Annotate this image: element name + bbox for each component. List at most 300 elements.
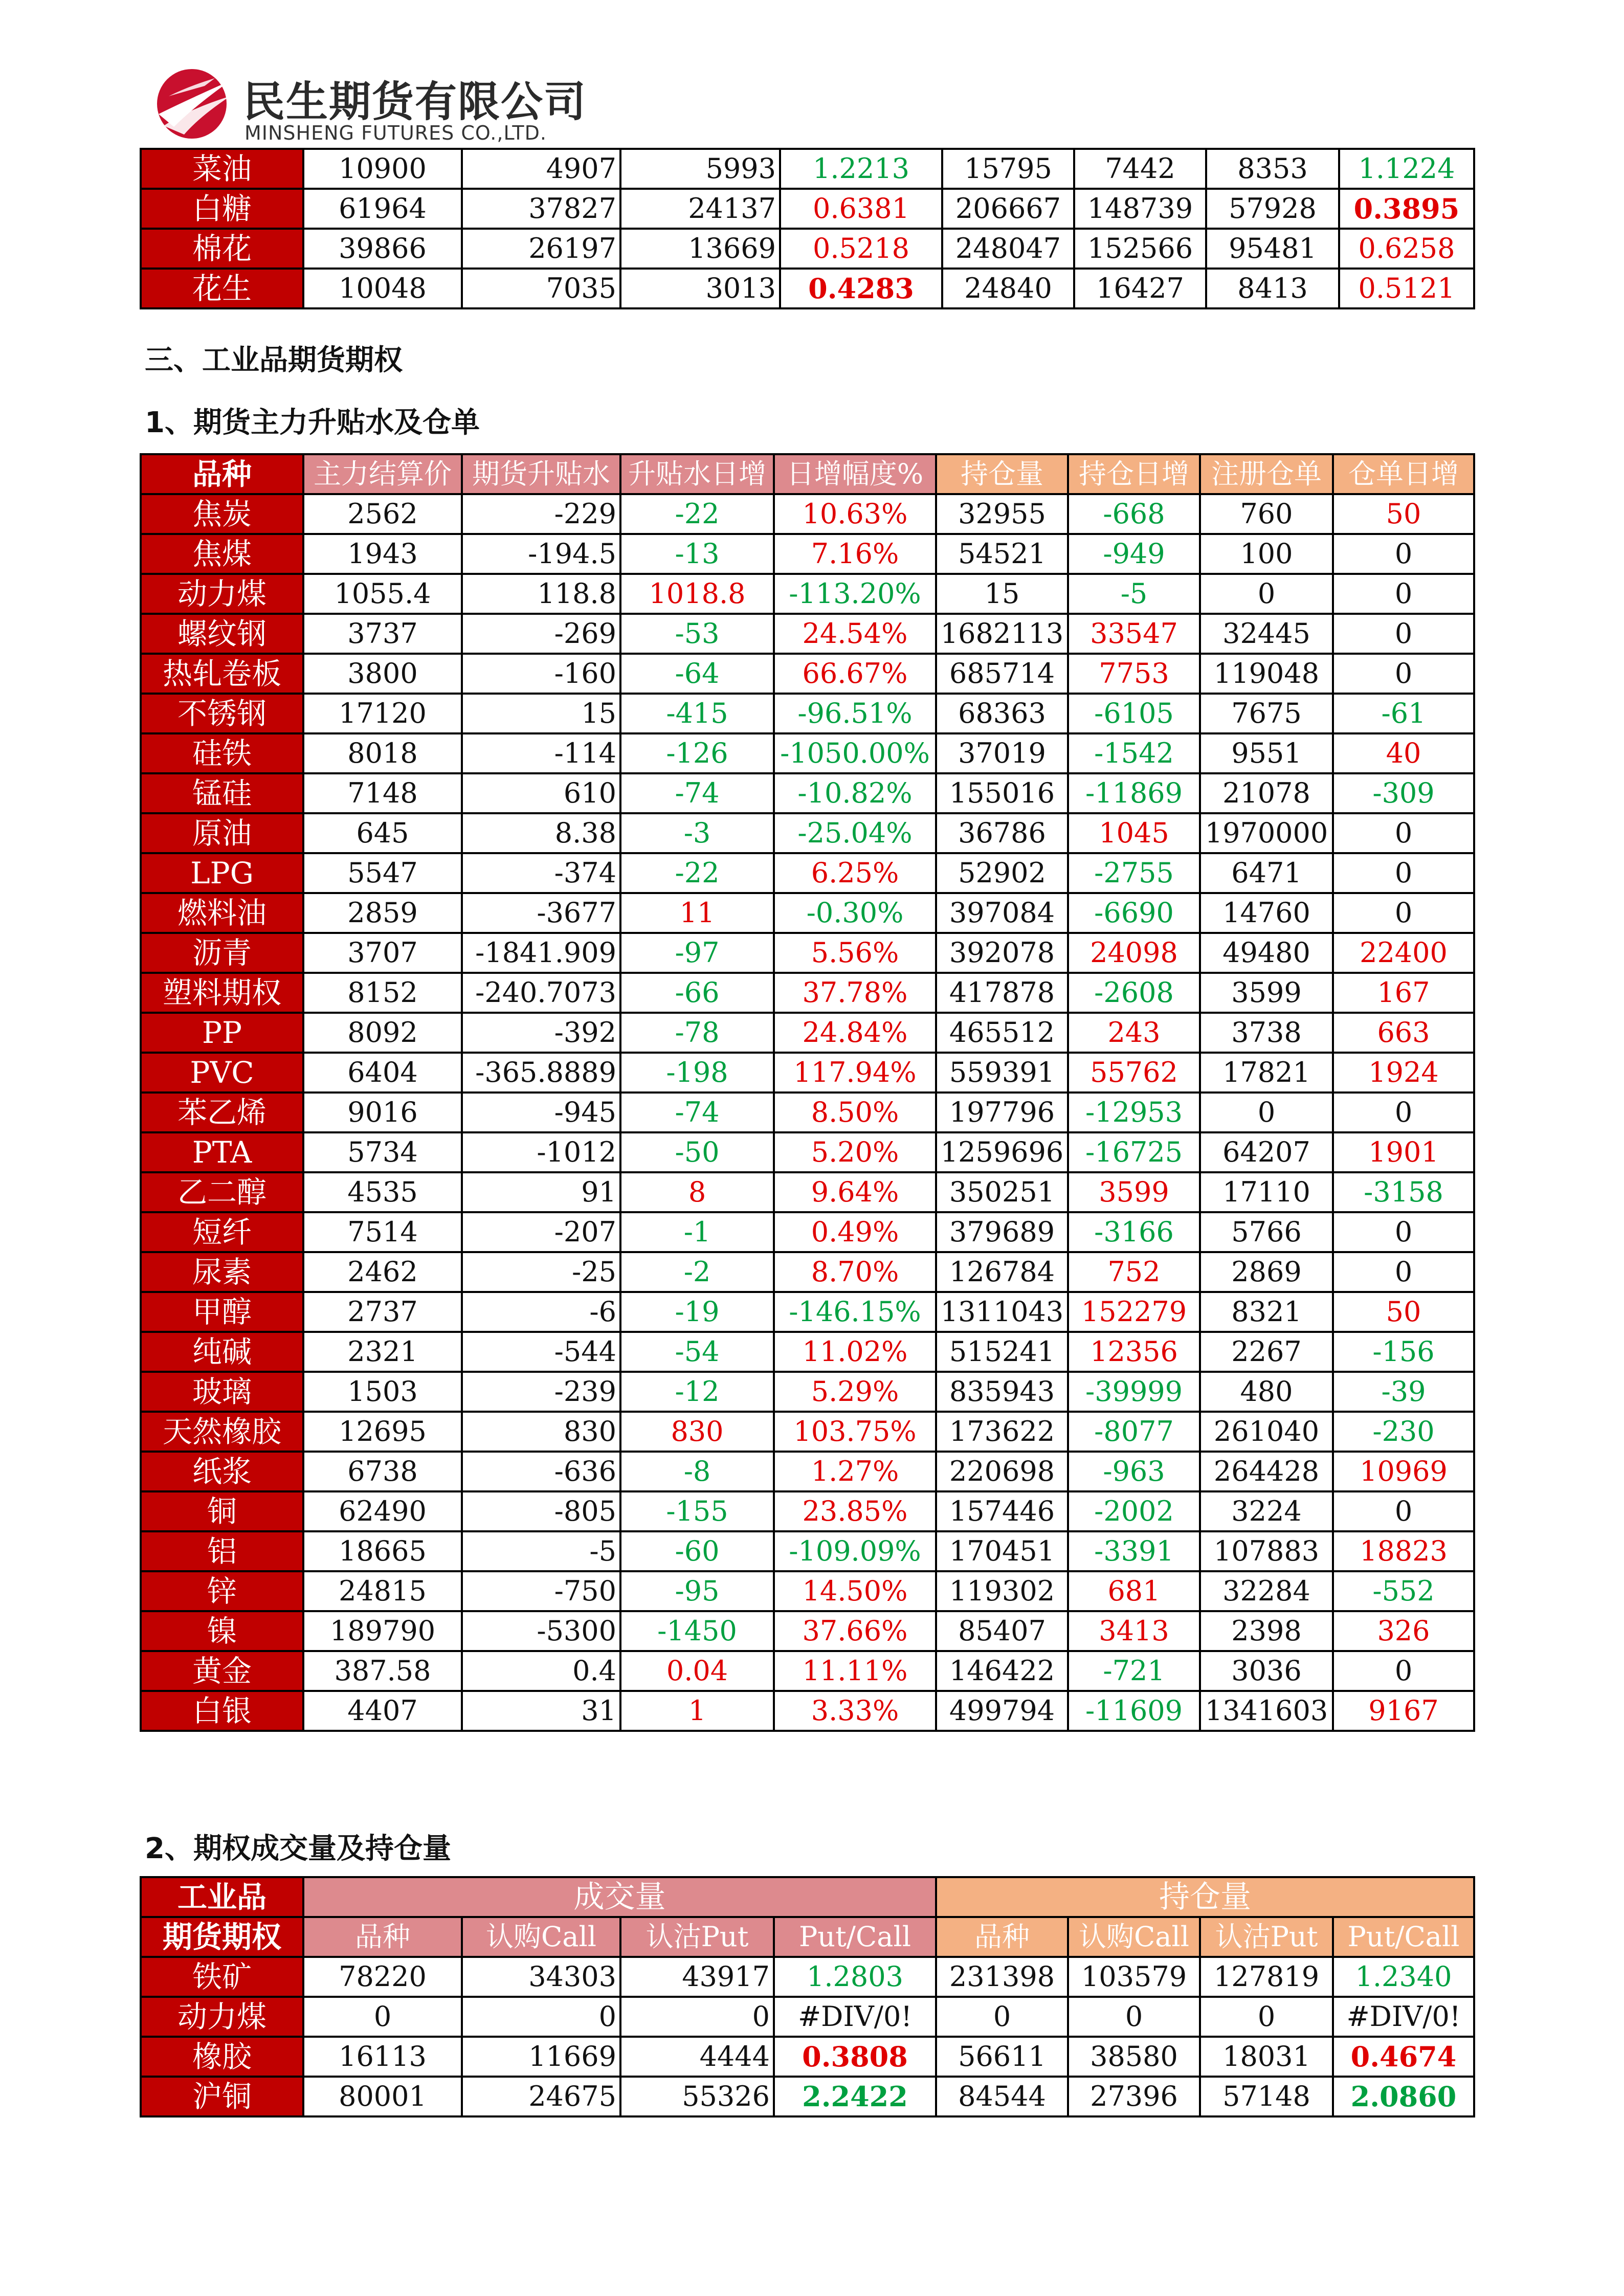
- cell-oi-put: 18031: [1200, 2037, 1333, 2077]
- cell-volume-ratio: #DIV/0!: [774, 1997, 936, 2037]
- table-row: [141, 614, 1474, 654]
- cell-warrant: 0: [1200, 1093, 1333, 1132]
- column-header: 品种: [141, 454, 303, 494]
- row-name: 镍: [141, 1611, 303, 1651]
- cell-warrant: 9551: [1200, 733, 1333, 773]
- row-name: 纸浆: [141, 1452, 303, 1491]
- table-row: [141, 1332, 1474, 1372]
- cell-pct: 7.16%: [774, 534, 936, 574]
- cell-basis: 31: [462, 1691, 620, 1731]
- cell-basis: 118.8: [462, 574, 620, 614]
- cell-volume-call: 34303: [462, 1957, 620, 1997]
- table-row: [141, 534, 1474, 574]
- cell-pct: -146.15%: [774, 1292, 936, 1332]
- column-header: 持仓量: [936, 454, 1068, 494]
- cell-warrant-change: -3158: [1333, 1172, 1474, 1212]
- cell-oi-change: 681: [1068, 1571, 1200, 1611]
- cell-ratio: 0.6381: [780, 189, 942, 229]
- cell-open-interest: 685714: [936, 654, 1068, 694]
- cell-oi-ratio: #DIV/0!: [1333, 1997, 1474, 2037]
- cell-oi-change: -3166: [1068, 1212, 1200, 1252]
- row-name: 橡胶: [141, 2037, 303, 2077]
- row-name: 天然橡胶: [141, 1412, 303, 1452]
- cell-basis-change: -74: [620, 773, 774, 813]
- cell-oi-change: 24098: [1068, 933, 1200, 973]
- cell-pct: 103.75%: [774, 1412, 936, 1452]
- cell-open-interest: 379689: [936, 1212, 1068, 1252]
- cell-basis: -240.7073: [462, 973, 620, 1013]
- cell-value: 5993: [620, 149, 780, 189]
- corner-line2: 期货期权: [141, 1917, 303, 1957]
- cell-basis: -239: [462, 1372, 620, 1412]
- cell-pct: 37.78%: [774, 973, 936, 1013]
- cell-basis-change: -22: [620, 494, 774, 534]
- cell-basis-change: -54: [620, 1332, 774, 1372]
- cell-value: 57928: [1206, 189, 1339, 229]
- cell-oi-change: 12356: [1068, 1332, 1200, 1372]
- cell-pct: 0.49%: [774, 1212, 936, 1252]
- cell-basis: -194.5: [462, 534, 620, 574]
- cell-basis: -636: [462, 1452, 620, 1491]
- cell-warrant-change: 0: [1333, 1252, 1474, 1292]
- cell-basis-change: -155: [620, 1491, 774, 1531]
- cell-warrant: 2267: [1200, 1332, 1333, 1372]
- cell-open-interest: 350251: [936, 1172, 1068, 1212]
- table-row: [141, 813, 1474, 853]
- column-header: 注册仓单: [1200, 454, 1333, 494]
- cell-warrant-change: 0: [1333, 574, 1474, 614]
- table-row: [141, 1651, 1474, 1691]
- cell-price: 5547: [303, 853, 462, 893]
- cell-oi-change: 152279: [1068, 1292, 1200, 1332]
- row-name: PP: [141, 1013, 303, 1053]
- cell-open-interest: 559391: [936, 1053, 1068, 1093]
- cell-basis: -750: [462, 1571, 620, 1611]
- cell-oi-change: -721: [1068, 1651, 1200, 1691]
- cell-warrant-change: 0: [1333, 1651, 1474, 1691]
- cell-basis: -365.8889: [462, 1053, 620, 1093]
- cell-warrant: 100: [1200, 534, 1333, 574]
- cell-basis-change: -415: [620, 694, 774, 733]
- cell-price: 4407: [303, 1691, 462, 1731]
- cell-basis-change: 0.04: [620, 1651, 774, 1691]
- cell-warrant-change: 22400: [1333, 933, 1474, 973]
- logo-brand-en: MINSHENG FUTURES CO.,LTD.: [244, 122, 547, 144]
- corner-line1: 工业品: [141, 1877, 303, 1917]
- cell-basis-change: -1450: [620, 1611, 774, 1651]
- cell-open-interest: 417878: [936, 973, 1068, 1013]
- row-name: 焦煤: [141, 534, 303, 574]
- cell-value: 148739: [1074, 189, 1206, 229]
- cell-price: 3800: [303, 654, 462, 694]
- cell-basis-change: 11: [620, 893, 774, 933]
- row-name: 原油: [141, 813, 303, 853]
- group-volume: 成交量: [303, 1877, 936, 1917]
- cell-warrant: 2869: [1200, 1252, 1333, 1292]
- cell-oi-call: 103579: [1068, 1957, 1200, 1997]
- cell-oi-change: 1045: [1068, 813, 1200, 853]
- cell-price: 1503: [303, 1372, 462, 1412]
- cell-oi-change: -8077: [1068, 1412, 1200, 1452]
- cell-price: 8152: [303, 973, 462, 1013]
- cell-warrant-change: 1901: [1333, 1132, 1474, 1172]
- row-name: 锰硅: [141, 773, 303, 813]
- cell-warrant-change: 663: [1333, 1013, 1474, 1053]
- cell-basis-change: -1: [620, 1212, 774, 1252]
- cell-value: 152566: [1074, 229, 1206, 269]
- cell-pct: 14.50%: [774, 1571, 936, 1611]
- row-name: 甲醇: [141, 1292, 303, 1332]
- cell-price: 5734: [303, 1132, 462, 1172]
- table-row: [141, 1053, 1474, 1093]
- cell-basis: -544: [462, 1332, 620, 1372]
- cell-warrant: 3599: [1200, 973, 1333, 1013]
- table-row: [141, 654, 1474, 694]
- cell-basis-change: -22: [620, 853, 774, 893]
- cell-open-interest: 1259696: [936, 1132, 1068, 1172]
- cell-pct: 8.70%: [774, 1252, 936, 1292]
- cell-oi-total: 0: [936, 1997, 1068, 2037]
- cell-basis-change: -2: [620, 1252, 774, 1292]
- cell-basis-change: -8: [620, 1452, 774, 1491]
- cell-pct: 11.02%: [774, 1332, 936, 1372]
- cell-oi-ratio: 2.0860: [1333, 2077, 1474, 2116]
- cell-open-interest: 170451: [936, 1531, 1068, 1571]
- table-row: [141, 733, 1474, 773]
- row-name: 短纤: [141, 1212, 303, 1252]
- cell-price: 6738: [303, 1452, 462, 1491]
- cell-ratio: 0.4283: [780, 269, 942, 308]
- cell-basis: -207: [462, 1212, 620, 1252]
- row-name: 白糖: [141, 189, 303, 229]
- logo-brand-cn: 民生期货有限公司: [243, 78, 587, 126]
- cell-price: 17120: [303, 694, 462, 733]
- cell-pct: -10.82%: [774, 773, 936, 813]
- cell-open-interest: 68363: [936, 694, 1068, 733]
- cell-basis: -6: [462, 1292, 620, 1332]
- cell-open-interest: 36786: [936, 813, 1068, 853]
- table-row: [141, 2037, 1474, 2077]
- cell-value: 24840: [942, 269, 1074, 308]
- cell-warrant: 5766: [1200, 1212, 1333, 1252]
- cell-pct: 37.66%: [774, 1611, 936, 1651]
- column-header: 认沽Put: [1200, 1917, 1333, 1957]
- cell-open-interest: 15: [936, 574, 1068, 614]
- cell-open-interest: 85407: [936, 1611, 1068, 1651]
- cell-warrant: 3224: [1200, 1491, 1333, 1531]
- cell-oi-change: 7753: [1068, 654, 1200, 694]
- cell-volume-ratio: 0.3808: [774, 2037, 936, 2077]
- cell-basis-change: 8: [620, 1172, 774, 1212]
- cell-volume-put: 55326: [620, 2077, 774, 2116]
- cell-basis-change: -12: [620, 1372, 774, 1412]
- table-row: [141, 1172, 1474, 1212]
- cell-warrant-change: -156: [1333, 1332, 1474, 1372]
- cell-pct: -1050.00%: [774, 733, 936, 773]
- cell-price: 6404: [303, 1053, 462, 1093]
- cell-warrant: 3738: [1200, 1013, 1333, 1053]
- table-row: [141, 1212, 1474, 1252]
- cell-basis: 830: [462, 1412, 620, 1452]
- cell-oi-change: 243: [1068, 1013, 1200, 1053]
- column-header: 升贴水日增: [620, 454, 774, 494]
- cell-price: 2562: [303, 494, 462, 534]
- cell-oi-change: -39999: [1068, 1372, 1200, 1412]
- row-name: 热轧卷板: [141, 654, 303, 694]
- cell-pct: -0.30%: [774, 893, 936, 933]
- table-row: [141, 1957, 1474, 1997]
- cell-basis-change: -74: [620, 1093, 774, 1132]
- cell-oi-change: -3391: [1068, 1531, 1200, 1571]
- cell-oi-total: 231398: [936, 1957, 1068, 1997]
- cell-warrant-change: 326: [1333, 1611, 1474, 1651]
- table-row: [141, 1611, 1474, 1651]
- cell-warrant: 261040: [1200, 1412, 1333, 1452]
- column-header: 认沽Put: [620, 1917, 774, 1957]
- row-name: 菜油: [141, 149, 303, 189]
- cell-basis: -374: [462, 853, 620, 893]
- cell-volume-put: 4444: [620, 2037, 774, 2077]
- column-header: 期货升贴水: [462, 454, 620, 494]
- column-header: 品种: [936, 1917, 1068, 1957]
- table-row: [141, 1452, 1474, 1491]
- row-name: 铜: [141, 1491, 303, 1531]
- table-row: [141, 1531, 1474, 1571]
- cell-price: 9016: [303, 1093, 462, 1132]
- cell-price: 2462: [303, 1252, 462, 1292]
- cell-volume-total: 16113: [303, 2037, 462, 2077]
- cell-oi-change: 3413: [1068, 1611, 1200, 1651]
- cell-price: 189790: [303, 1611, 462, 1651]
- cell-basis-change: -66: [620, 973, 774, 1013]
- cell-pct: 5.29%: [774, 1372, 936, 1412]
- cell-warrant: 1341603: [1200, 1691, 1333, 1731]
- cell-warrant-change: 0: [1333, 654, 1474, 694]
- table-row: [141, 574, 1474, 614]
- cell-value: 24137: [620, 189, 780, 229]
- row-name: 硅铁: [141, 733, 303, 773]
- cell-basis: -5: [462, 1531, 620, 1571]
- cell-warrant-change: 9167: [1333, 1691, 1474, 1731]
- cell-warrant: 32445: [1200, 614, 1333, 654]
- cell-value: 16427: [1074, 269, 1206, 308]
- cell-open-interest: 515241: [936, 1332, 1068, 1372]
- cell-price: 2737: [303, 1292, 462, 1332]
- row-name: 焦炭: [141, 494, 303, 534]
- cell-oi-total: 84544: [936, 2077, 1068, 2116]
- cell-warrant-change: 0: [1333, 614, 1474, 654]
- row-name: PTA: [141, 1132, 303, 1172]
- cell-warrant-change: 167: [1333, 973, 1474, 1013]
- cell-open-interest: 37019: [936, 733, 1068, 773]
- cell-warrant-change: 0: [1333, 813, 1474, 853]
- table-row: [141, 1132, 1474, 1172]
- cell-open-interest: 397084: [936, 893, 1068, 933]
- cell-warrant-change: 50: [1333, 1292, 1474, 1332]
- table-row: [141, 1412, 1474, 1452]
- cell-warrant: 119048: [1200, 654, 1333, 694]
- row-name: 铁矿: [141, 1957, 303, 1997]
- cell-open-interest: 173622: [936, 1412, 1068, 1452]
- cell-warrant: 264428: [1200, 1452, 1333, 1491]
- cell-volume-put: 0: [620, 1997, 774, 2037]
- cell-value: 13669: [620, 229, 780, 269]
- cell-warrant: 2398: [1200, 1611, 1333, 1651]
- cell-oi-change: 33547: [1068, 614, 1200, 654]
- cell-basis: -1012: [462, 1132, 620, 1172]
- cell-basis-change: -95: [620, 1571, 774, 1611]
- cell-open-interest: 126784: [936, 1252, 1068, 1292]
- row-name: 锌: [141, 1571, 303, 1611]
- column-header: Put/Call: [1333, 1917, 1474, 1957]
- row-name: PVC: [141, 1053, 303, 1093]
- cell-price: 7514: [303, 1212, 462, 1252]
- cell-price: 18665: [303, 1531, 462, 1571]
- cell-basis: -160: [462, 654, 620, 694]
- cell-ratio: 0.5121: [1339, 269, 1474, 308]
- cell-basis: -269: [462, 614, 620, 654]
- cell-open-interest: 499794: [936, 1691, 1068, 1731]
- cell-warrant: 64207: [1200, 1132, 1333, 1172]
- table-row: [141, 1013, 1474, 1053]
- group-oi: 持仓量: [936, 1877, 1474, 1917]
- cell-volume-total: 80001: [303, 2077, 462, 2116]
- cell-price: 645: [303, 813, 462, 853]
- cell-ratio: 0.3895: [1339, 189, 1474, 229]
- cell-open-interest: 155016: [936, 773, 1068, 813]
- cell-warrant: 1970000: [1200, 813, 1333, 853]
- cell-value: 3013: [620, 269, 780, 308]
- table-row: [141, 853, 1474, 893]
- table-row: [141, 1491, 1474, 1531]
- column-header: 持仓日增: [1068, 454, 1200, 494]
- cell-basis-change: -53: [620, 614, 774, 654]
- cell-volume-ratio: 1.2803: [774, 1957, 936, 1997]
- cell-pct: 23.85%: [774, 1491, 936, 1531]
- cell-warrant: 6471: [1200, 853, 1333, 893]
- cell-oi-change: -963: [1068, 1452, 1200, 1491]
- cell-basis: -229: [462, 494, 620, 534]
- cell-volume-call: 24675: [462, 2077, 620, 2116]
- cell-volume-total: 78220: [303, 1957, 462, 1997]
- cell-price: 1943: [303, 534, 462, 574]
- cell-oi-change: 55762: [1068, 1053, 1200, 1093]
- table-row: [141, 694, 1474, 733]
- table-row: [141, 933, 1474, 973]
- cell-oi-change: -6105: [1068, 694, 1200, 733]
- cell-basis-change: 1: [620, 1691, 774, 1731]
- cell-pct: 8.50%: [774, 1093, 936, 1132]
- cell-basis-change: -19: [620, 1292, 774, 1332]
- table-row: [141, 269, 1474, 308]
- row-name: 纯碱: [141, 1332, 303, 1372]
- cell-price: 3707: [303, 933, 462, 973]
- cell-pct: -96.51%: [774, 694, 936, 733]
- table-row: [141, 1372, 1474, 1412]
- cell-basis: -805: [462, 1491, 620, 1531]
- cell-open-interest: 146422: [936, 1651, 1068, 1691]
- table-row: [141, 1252, 1474, 1292]
- cell-warrant-change: 0: [1333, 1212, 1474, 1252]
- cell-basis-change: -3: [620, 813, 774, 853]
- cell-basis-change: -64: [620, 654, 774, 694]
- cell-basis: -5300: [462, 1611, 620, 1651]
- column-header: Put/Call: [774, 1917, 936, 1957]
- cell-oi-call: 27396: [1068, 2077, 1200, 2116]
- cell-open-interest: 157446: [936, 1491, 1068, 1531]
- cell-oi-ratio: 0.4674: [1333, 2037, 1474, 2077]
- table-row: [141, 973, 1474, 1013]
- cell-warrant: 49480: [1200, 933, 1333, 973]
- table-row: [141, 494, 1474, 534]
- cell-warrant-change: -39: [1333, 1372, 1474, 1412]
- cell-warrant-change: 40: [1333, 733, 1474, 773]
- cell-volume-call: 11669: [462, 2037, 620, 2077]
- cell-warrant: 7675: [1200, 694, 1333, 733]
- sub2-title: 2、期权成交量及持仓量: [145, 1832, 451, 1865]
- cell-warrant-change: 18823: [1333, 1531, 1474, 1571]
- cell-value: 206667: [942, 189, 1074, 229]
- cell-pct: 5.20%: [774, 1132, 936, 1172]
- cell-warrant-change: 1924: [1333, 1053, 1474, 1093]
- cell-basis: -1841.909: [462, 933, 620, 973]
- cell-pct: 1.27%: [774, 1452, 936, 1491]
- row-name: 玻璃: [141, 1372, 303, 1412]
- cell-oi-change: -11869: [1068, 773, 1200, 813]
- row-name: 动力煤: [141, 574, 303, 614]
- cell-price: 8018: [303, 733, 462, 773]
- cell-value: 8353: [1206, 149, 1339, 189]
- table-row: [141, 149, 1474, 189]
- cell-warrant-change: 0: [1333, 853, 1474, 893]
- cell-pct: 11.11%: [774, 1651, 936, 1691]
- cell-basis-change: -50: [620, 1132, 774, 1172]
- table-row: [141, 893, 1474, 933]
- cell-price: 8092: [303, 1013, 462, 1053]
- cell-oi-change: 752: [1068, 1252, 1200, 1292]
- cell-basis: 15: [462, 694, 620, 733]
- cell-oi-change: -2755: [1068, 853, 1200, 893]
- table-row: [141, 189, 1474, 229]
- cell-price: 3737: [303, 614, 462, 654]
- cell-basis-change: -78: [620, 1013, 774, 1053]
- table-row: [141, 1691, 1474, 1731]
- cell-value: 4907: [462, 149, 620, 189]
- table-row: [141, 1997, 1474, 2037]
- cell-pct: 5.56%: [774, 933, 936, 973]
- cell-warrant: 3036: [1200, 1651, 1333, 1691]
- row-name: 燃料油: [141, 893, 303, 933]
- cell-price: 7148: [303, 773, 462, 813]
- cell-open-interest: 1311043: [936, 1292, 1068, 1332]
- cell-oi-total: 56611: [936, 2037, 1068, 2077]
- row-name: 螺纹钢: [141, 614, 303, 654]
- cell-value: 26197: [462, 229, 620, 269]
- cell-volume-total: 0: [303, 1997, 462, 2037]
- cell-value: 15795: [942, 149, 1074, 189]
- cell-oi-call: 38580: [1068, 2037, 1200, 2077]
- cell-warrant-change: -230: [1333, 1412, 1474, 1452]
- row-name: 铝: [141, 1531, 303, 1571]
- cell-warrant: 760: [1200, 494, 1333, 534]
- cell-pct: 9.64%: [774, 1172, 936, 1212]
- cell-basis: 610: [462, 773, 620, 813]
- table-row: [141, 773, 1474, 813]
- cell-oi-put: 57148: [1200, 2077, 1333, 2116]
- top-ratio-table: [140, 148, 1475, 309]
- cell-oi-put: 0: [1200, 1997, 1333, 2037]
- cell-ratio: 0.6258: [1339, 229, 1474, 269]
